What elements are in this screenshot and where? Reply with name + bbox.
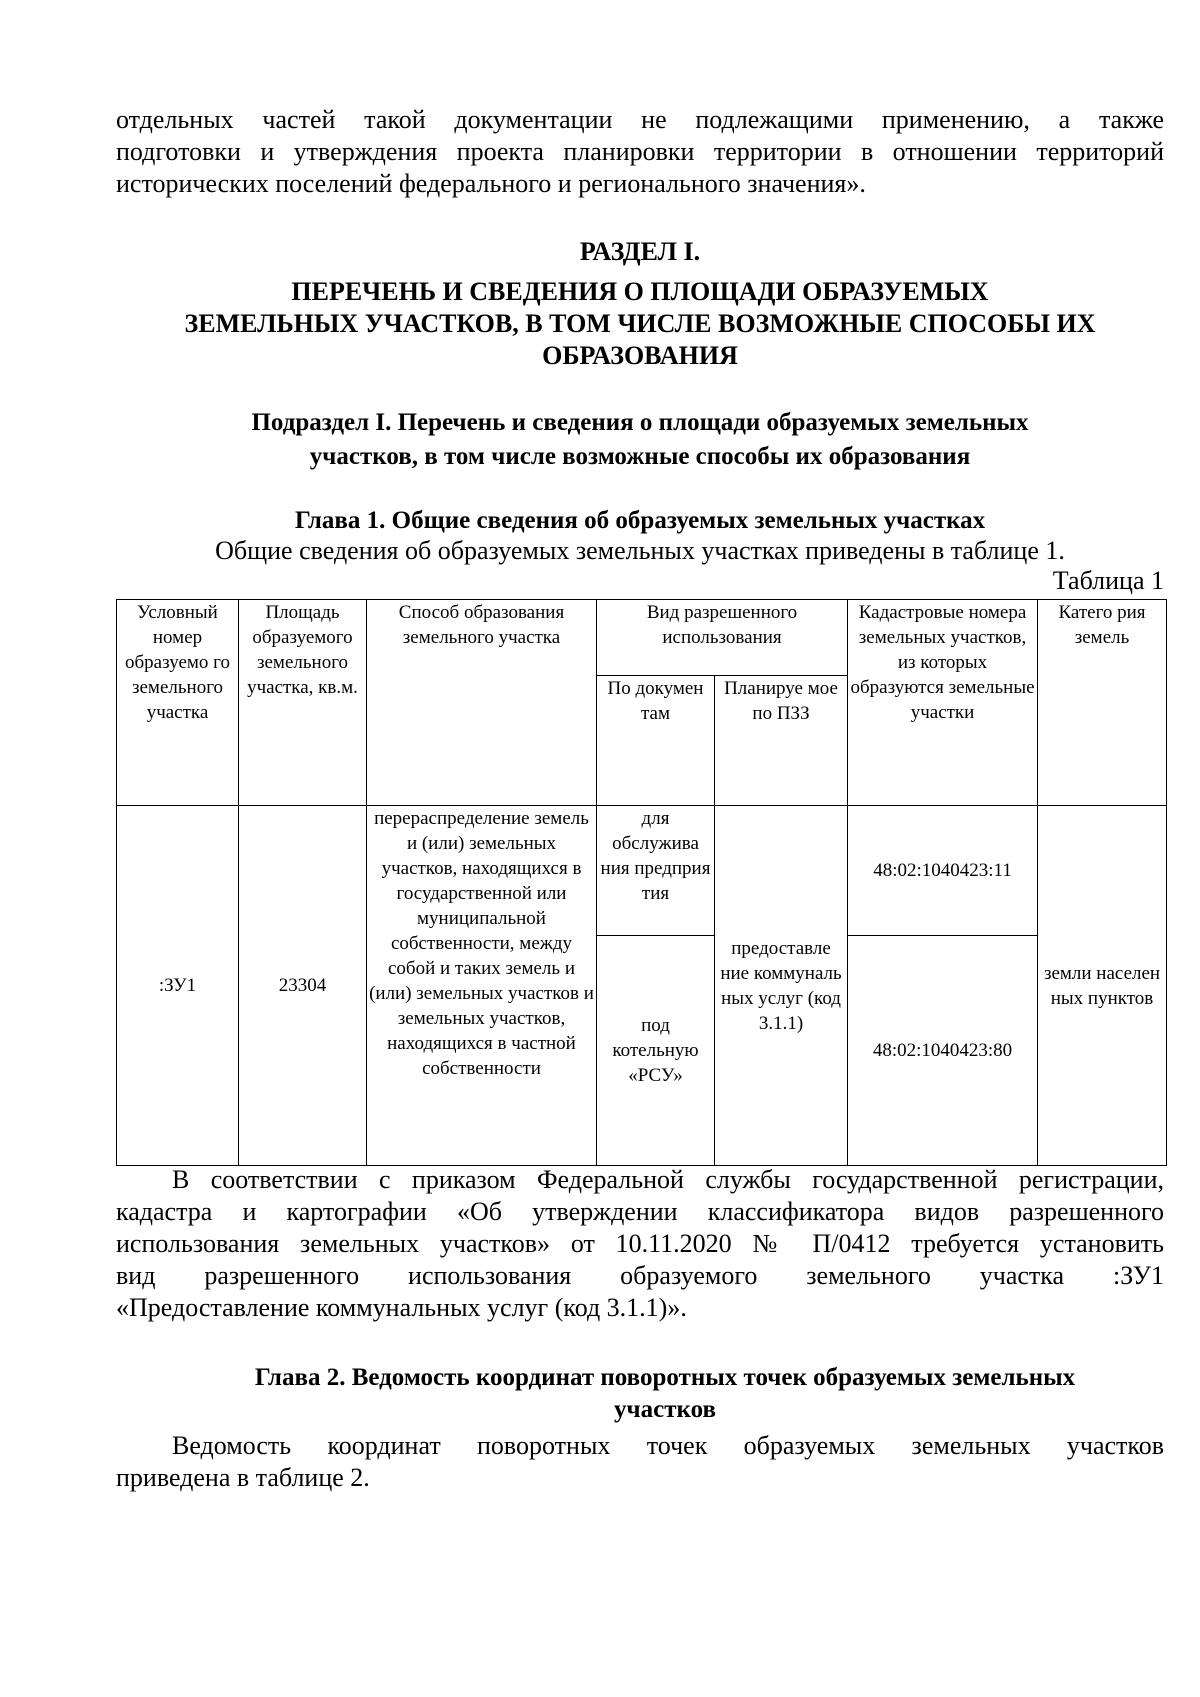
- cell-use-docs-1: для обслужива ния предприя тия: [597, 806, 715, 936]
- lead-line: подготовки и утверждения проекта планировки территории в отношении территорий: [116, 137, 1164, 166]
- cell-method: перераспределение земель и (или) земельных участков, находящихся в государственной или муниципальной собственности, между собой и таких земель и (или) земельных участков и земельных участков, находящихся в частной собственности: [367, 806, 597, 1166]
- table1: [116, 599, 1167, 1166]
- header-use: Вид разрешенного использования: [597, 600, 848, 676]
- subsection-title: [116, 406, 1164, 474]
- chapter2-title: [116, 1362, 1164, 1426]
- cell-number: :ЗУ1: [117, 806, 239, 1166]
- header-method: Способ образования земельного участка: [367, 600, 597, 806]
- paragraph-line: Ведомость координат поворотных точек образуемых земельных участков: [172, 1431, 1164, 1460]
- chapter1-text: Общие сведения об образуемых земельных участках приведены в таблице 1.: [215, 536, 1065, 565]
- lead-line: исторических поселений федерального и регионального значения».: [116, 169, 866, 198]
- section-subtitle-line: ПЕРЕЧЕНЬ И СВЕДЕНИЯ О ПЛОЩАДИ ОБРАЗУЕМЫХ: [291, 277, 989, 306]
- paragraph-line: В соответствии с приказом Федеральной службы государственной регистрации,: [172, 1165, 1164, 1194]
- header-area: Площадь образуемого земельного участка, кв.м.: [239, 600, 367, 806]
- subsection-title-line: участков, в том числе возможные способы их образования: [309, 443, 971, 470]
- section-title: РАЗДЕЛ I.: [579, 237, 701, 266]
- header-category: Катего рия земель: [1038, 600, 1167, 806]
- header-number: Условный номер образуемо го земельного участка: [117, 600, 239, 806]
- chapter2-title-line: участков: [614, 1396, 716, 1423]
- paragraph-line: кадастра и картографии «Об утверждении классификатора видов разрешенного: [116, 1197, 1164, 1226]
- cell-area: 23304: [239, 806, 367, 1166]
- chapter1-title: Глава 1. Общие сведения об образуемых земельных участках: [294, 507, 986, 534]
- lead-line: отдельных частей такой документации не подлежащими применению, а также: [116, 105, 1164, 134]
- subsection-title-line: Подраздел I. Перечень и сведения о площади образуемых земельных: [251, 409, 1029, 436]
- section-subtitle-line: ОБРАЗОВАНИЯ: [542, 341, 738, 370]
- paragraph-line: использования земельных участков» от 10.11.2020 № П/0412 требуется установить: [116, 1229, 1164, 1258]
- paragraph-line: «Предоставление коммунальных услуг (код 3.1.1)».: [116, 1293, 687, 1322]
- paragraph-line: приведена в таблице 2.: [116, 1463, 370, 1492]
- paragraph-line: вид разрешенного использования образуемого земельного участка :ЗУ1: [116, 1261, 1164, 1290]
- header-use-pzz: Планируе мое по ПЗЗ: [715, 676, 848, 806]
- header-cadastral: Кадастровые номера земельных участков, из которых образуются земельные участки: [848, 600, 1038, 806]
- cell-cadastral-2: 48:02:1040423:80: [848, 936, 1038, 1166]
- section-subtitle-line: ЗЕМЕЛЬНЫХ УЧАСТКОВ, В ТОМ ЧИСЛЕ ВОЗМОЖНЫЕ СПОСОБЫ ИХ: [184, 309, 1096, 338]
- chapter2-paragraph: [116, 1430, 1164, 1494]
- lead-paragraph: [116, 104, 1164, 200]
- section-subtitle: [116, 276, 1164, 372]
- paragraph-classifier: [116, 1164, 1164, 1324]
- cell-use-pzz: предоставле ние коммуналь ных услуг (код 3.1.1): [715, 806, 848, 1166]
- header-use-docs: По докумен там: [597, 676, 715, 806]
- cell-cadastral-1: 48:02:1040423:11: [848, 806, 1038, 936]
- table1-caption: Таблица 1: [1052, 566, 1164, 595]
- cell-category: земли населен ных пунктов: [1038, 806, 1167, 1166]
- chapter2-title-line: Глава 2. Ведомость координат поворотных точек образуемых земельных: [254, 1364, 1076, 1391]
- cell-use-docs-2: под котельную «РСУ»: [597, 936, 715, 1166]
